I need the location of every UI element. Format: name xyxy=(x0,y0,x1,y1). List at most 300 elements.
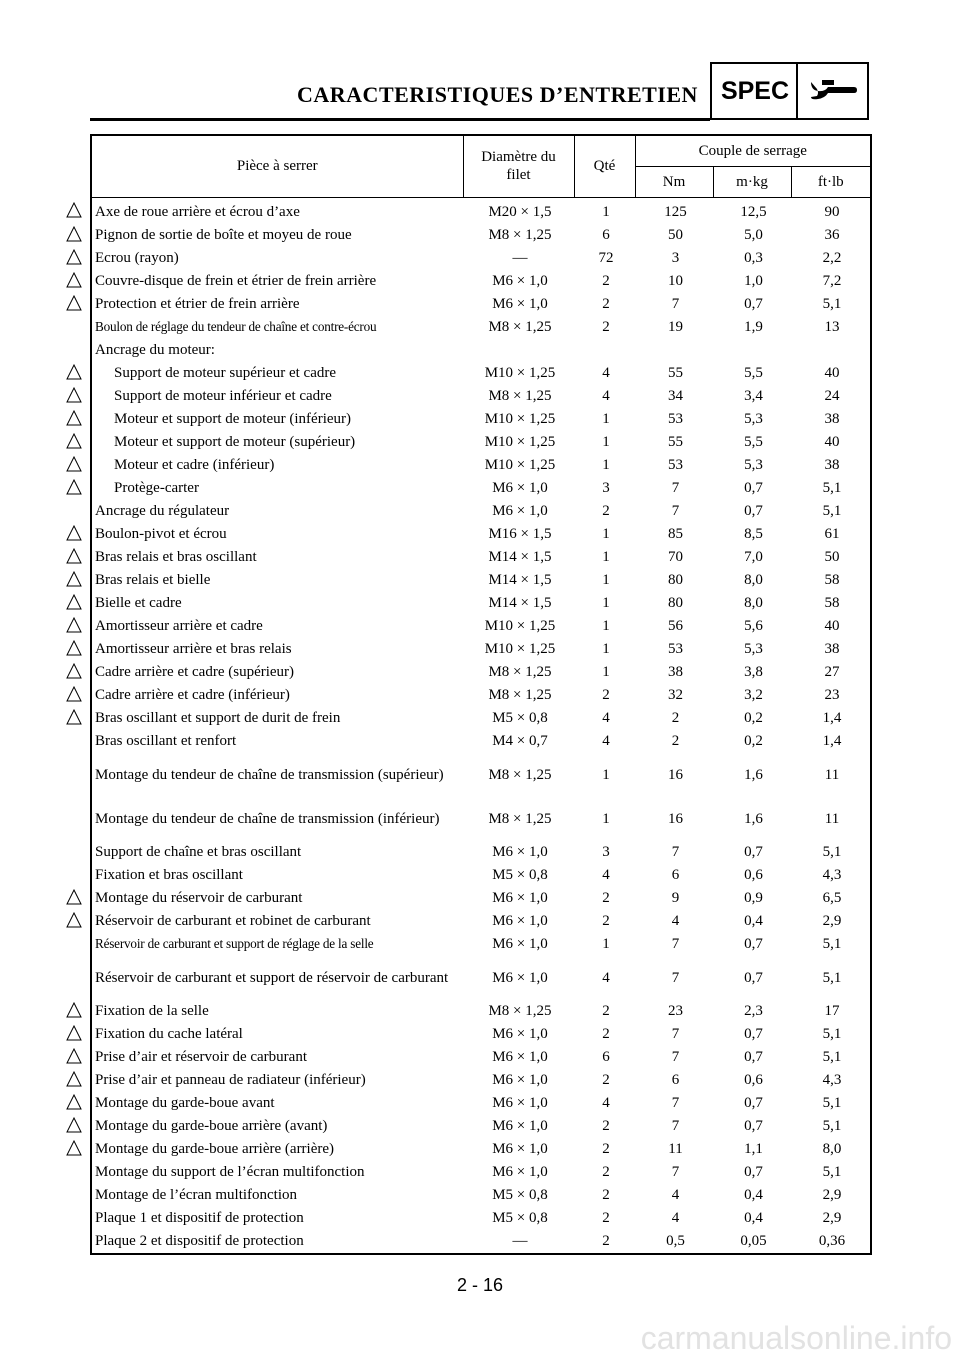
torque-mkg-cell: 0,2 xyxy=(744,733,763,749)
torque-mkg-cell: 0,7 xyxy=(744,844,763,860)
thread-cell: M5 × 0,8 xyxy=(492,1187,548,1203)
table-row xyxy=(91,546,871,569)
torque-mkg-cell: 5,0 xyxy=(744,227,763,243)
torque-mkg-cell: 7,0 xyxy=(744,549,763,565)
qty-cell: 6 xyxy=(602,1049,610,1065)
torque-ftlb-cell: 40 xyxy=(824,365,840,381)
thread-cell: M8 × 1,25 xyxy=(488,664,552,680)
torque-mkg-cell: 8,0 xyxy=(744,595,763,611)
part-cell: Bras relais et bielle xyxy=(95,572,211,588)
torque-ftlb-cell: 58 xyxy=(824,572,840,588)
qty-cell: 4 xyxy=(602,969,610,986)
qty-cell: 2 xyxy=(602,1187,610,1203)
qty-cell: 1 xyxy=(602,204,610,220)
table-row xyxy=(91,1023,871,1046)
torque-nm-cell: 19 xyxy=(668,319,683,335)
part-cell: Cadre arrière et cadre (inférieur) xyxy=(95,687,290,703)
part-cell: Moteur et support de moteur (supérieur) xyxy=(114,434,356,450)
torque-spec-table xyxy=(90,134,872,1255)
part-cell: Réservoir de carburant et support de réservoir de carburant xyxy=(95,969,449,986)
qty-cell: 2 xyxy=(602,1141,610,1157)
thread-cell: M16 × 1,5 xyxy=(488,526,552,542)
torque-mkg-cell: 0,4 xyxy=(744,913,763,929)
table-row xyxy=(91,841,871,864)
torque-nm-cell: 7 xyxy=(671,844,680,860)
part-cell: Fixation de la selle xyxy=(95,1003,209,1019)
torque-ftlb-cell: 5,1 xyxy=(822,936,842,952)
torque-mkg-cell: 0,7 xyxy=(744,1026,763,1042)
table-row xyxy=(91,1230,871,1254)
qty-cell: 2 xyxy=(602,1118,610,1134)
torque-mkg-cell: 1,0 xyxy=(744,273,763,289)
table-row xyxy=(91,1161,871,1184)
header-nm: Nm xyxy=(635,166,713,197)
table-row xyxy=(91,887,871,910)
torque-nm-cell: 7 xyxy=(671,1164,680,1180)
torque-mkg-cell: 5,5 xyxy=(744,434,763,450)
table-row xyxy=(91,684,871,707)
torque-nm-cell: 7 xyxy=(671,1095,680,1111)
torque-mkg-cell: 12,5 xyxy=(740,204,767,220)
torque-ftlb-cell: 5,1 xyxy=(822,1118,842,1134)
table-row xyxy=(91,933,871,956)
torque-nm-cell: 55 xyxy=(668,365,683,381)
qty-cell: 4 xyxy=(602,710,610,726)
thread-cell: M6 × 1,0 xyxy=(492,1072,548,1088)
torque-check-triangle-icon xyxy=(66,594,82,610)
torque-mkg-cell: 0,9 xyxy=(744,890,763,906)
table-row xyxy=(91,1207,871,1230)
torque-mkg-cell: 0,7 xyxy=(744,1118,763,1134)
torque-ftlb-cell: 5,1 xyxy=(822,1095,842,1111)
thread-cell: M10 × 1,25 xyxy=(484,641,556,657)
torque-nm-cell: 7 xyxy=(671,1118,680,1134)
part-cell: Montage du garde-boue arrière (arrière) xyxy=(95,1141,335,1157)
table-row xyxy=(91,408,871,431)
torque-nm-cell: 11 xyxy=(668,1141,683,1157)
thread-cell: M10 × 1,25 xyxy=(484,457,556,473)
torque-nm-cell: 53 xyxy=(668,641,683,657)
table-row xyxy=(91,293,871,316)
torque-check-triangle-icon xyxy=(66,456,82,472)
header-mkg: m·kg xyxy=(713,166,791,197)
page-number: 2 - 16 xyxy=(456,1275,504,1295)
header-qty: Qté xyxy=(574,135,635,197)
qty-cell xyxy=(574,339,635,362)
torque-nm-cell xyxy=(635,339,713,362)
thread-cell: M6 × 1,0 xyxy=(492,273,548,289)
torque-ftlb-cell: 5,1 xyxy=(822,480,842,496)
qty-cell: 2 xyxy=(602,503,610,519)
torque-nm-cell: 9 xyxy=(671,890,680,906)
thread-cell: M6 × 1,0 xyxy=(492,1164,548,1180)
thread-cell: M10 × 1,25 xyxy=(484,411,556,427)
torque-nm-cell: 16 xyxy=(668,766,683,783)
torque-mkg-cell: 0,7 xyxy=(744,503,763,519)
wrench-icon-box xyxy=(796,62,869,120)
torque-nm-cell: 10 xyxy=(668,273,683,289)
thread-cell: M6 × 1,0 xyxy=(492,844,548,860)
table-row xyxy=(91,1069,871,1092)
torque-mkg-cell: 1,6 xyxy=(744,766,763,783)
thread-cell: M8 × 1,25 xyxy=(488,1003,552,1019)
torque-nm-cell: 7 xyxy=(671,936,680,952)
qty-cell: 4 xyxy=(602,733,610,749)
torque-ftlb-cell: 5,1 xyxy=(822,1164,842,1180)
torque-mkg-cell: 3,8 xyxy=(744,664,763,680)
thread-cell: M6 × 1,0 xyxy=(492,913,548,929)
thread-cell: M6 × 1,0 xyxy=(492,503,548,519)
torque-mkg-cell: 0,7 xyxy=(744,296,763,312)
table-row xyxy=(91,730,871,753)
torque-ftlb-cell: 6,5 xyxy=(822,890,842,906)
torque-ftlb-cell: 90 xyxy=(824,204,840,220)
part-cell: Montage de l’écran multifonction xyxy=(95,1187,298,1203)
header-thread-line2: filet xyxy=(506,167,531,184)
torque-nm-cell: 70 xyxy=(668,549,683,565)
thread-cell: M14 × 1,5 xyxy=(488,595,552,611)
torque-mkg-cell: 0,6 xyxy=(744,1072,763,1088)
table-row xyxy=(91,431,871,454)
thread-cell: M5 × 0,8 xyxy=(492,710,548,726)
table-row xyxy=(91,1184,871,1207)
torque-mkg-cell: 0,4 xyxy=(744,1187,763,1203)
part-cell: Bras relais et bras oscillant xyxy=(95,549,257,565)
torque-mkg-cell: 0,05 xyxy=(740,1233,767,1249)
qty-cell: 1 xyxy=(602,411,610,427)
torque-nm-cell: 6 xyxy=(671,1072,680,1088)
table-row xyxy=(91,864,871,887)
torque-mkg-cell: 0,7 xyxy=(744,936,763,952)
torque-ftlb-cell: 2,2 xyxy=(822,250,842,266)
part-cell: Ecrou (rayon) xyxy=(95,250,179,266)
part-cell: Protection et étrier de frein arrière xyxy=(95,296,300,312)
torque-ftlb-cell: 38 xyxy=(824,641,840,657)
torque-ftlb-cell: 2,9 xyxy=(822,1187,842,1203)
torque-check-triangle-icon xyxy=(66,1048,82,1064)
torque-nm-cell: 85 xyxy=(668,526,683,542)
table-row xyxy=(91,1115,871,1138)
part-cell: Prise d’air et panneau de radiateur (inférieur) xyxy=(95,1072,366,1088)
torque-mkg-cell: 5,3 xyxy=(744,457,763,473)
torque-ftlb-cell: 17 xyxy=(824,1003,840,1019)
torque-check-triangle-icon xyxy=(66,686,82,702)
qty-cell: 2 xyxy=(602,296,610,312)
torque-mkg-cell: 0,7 xyxy=(744,480,763,496)
torque-mkg-cell: 5,6 xyxy=(744,618,763,634)
torque-check-triangle-icon xyxy=(66,1071,82,1087)
torque-nm-cell: 3 xyxy=(671,250,680,266)
qty-cell: 2 xyxy=(602,1210,610,1226)
torque-check-triangle-icon xyxy=(66,410,82,426)
torque-nm-cell: 23 xyxy=(668,1003,683,1019)
part-cell: Réservoir de carburant et robinet de carburant xyxy=(95,913,371,929)
part-cell: Boulon-pivot et écrou xyxy=(95,526,227,542)
qty-cell: 1 xyxy=(602,595,610,611)
table-row xyxy=(91,797,871,841)
torque-mkg-cell xyxy=(713,339,791,362)
part-cell: Prise d’air et réservoir de carburant xyxy=(95,1049,307,1065)
part-cell: Boulon de réglage du tendeur de chaîne et contre-écrou xyxy=(95,319,377,334)
thread-cell: M6 × 1,0 xyxy=(492,1026,548,1042)
qty-cell: 3 xyxy=(602,480,610,496)
torque-check-triangle-icon xyxy=(66,1117,82,1133)
torque-nm-cell: 7 xyxy=(671,969,680,986)
qty-cell: 2 xyxy=(602,890,610,906)
torque-mkg-cell: 5,3 xyxy=(744,411,763,427)
torque-mkg-cell: 2,3 xyxy=(744,1003,763,1019)
qty-cell: 2 xyxy=(602,913,610,929)
torque-nm-cell: 7 xyxy=(671,503,680,519)
torque-mkg-cell: 1,1 xyxy=(744,1141,763,1157)
qty-cell: 2 xyxy=(602,319,610,335)
thread-cell: M8 × 1,25 xyxy=(488,319,552,335)
part-cell: Ancrage du régulateur xyxy=(95,503,230,519)
spec-badge: SPEC xyxy=(710,62,798,120)
torque-ftlb-cell: 24 xyxy=(824,388,840,404)
table-row xyxy=(91,956,871,1000)
torque-ftlb-cell: 5,1 xyxy=(822,1049,842,1065)
thread-cell: M8 × 1,25 xyxy=(488,388,552,404)
torque-ftlb-cell: 38 xyxy=(824,411,840,427)
torque-mkg-cell: 0,7 xyxy=(744,1095,763,1111)
torque-ftlb-cell: 5,1 xyxy=(822,296,842,312)
torque-check-triangle-icon xyxy=(66,202,82,218)
table-row xyxy=(91,1000,871,1023)
torque-nm-cell: 56 xyxy=(668,618,683,634)
thread-cell: M14 × 1,5 xyxy=(488,572,552,588)
torque-ftlb-cell: 50 xyxy=(824,549,840,565)
torque-ftlb-cell: 61 xyxy=(824,526,840,542)
qty-cell: 2 xyxy=(602,1026,610,1042)
part-cell: Plaque 2 et dispositif de protection xyxy=(95,1233,304,1249)
torque-ftlb-cell xyxy=(791,339,871,362)
part-cell: Montage du réservoir de carburant xyxy=(95,890,303,906)
table-row xyxy=(91,523,871,546)
torque-nm-cell: 7 xyxy=(671,480,680,496)
header-part: Pièce à serrer xyxy=(91,135,463,197)
torque-ftlb-cell: 36 xyxy=(824,227,840,243)
qty-cell: 1 xyxy=(602,641,610,657)
table-row xyxy=(91,1138,871,1161)
table-row xyxy=(91,362,871,385)
torque-ftlb-cell: 27 xyxy=(824,664,840,680)
torque-check-triangle-icon xyxy=(66,617,82,633)
part-cell: Cadre arrière et cadre (supérieur) xyxy=(95,664,295,680)
torque-nm-cell: 38 xyxy=(668,664,683,680)
torque-mkg-cell: 3,2 xyxy=(744,687,763,703)
qty-cell: 2 xyxy=(602,1003,610,1019)
qty-cell: 1 xyxy=(602,936,610,952)
table-row xyxy=(91,910,871,933)
torque-check-triangle-icon xyxy=(66,889,82,905)
qty-cell: 4 xyxy=(602,388,610,404)
torque-mkg-cell: 0,6 xyxy=(744,867,763,883)
torque-check-triangle-icon xyxy=(66,364,82,380)
torque-check-triangle-icon xyxy=(66,663,82,679)
torque-check-triangle-icon xyxy=(66,479,82,495)
part-cell: Pignon de sortie de boîte et moyeu de roue xyxy=(95,227,352,243)
part-cell: Bras oscillant et support de durit de frein xyxy=(95,710,341,726)
part-cell: Montage du support de l’écran multifonction xyxy=(95,1164,365,1180)
thread-cell: M20 × 1,5 xyxy=(488,204,552,220)
table-header xyxy=(91,135,871,197)
header-torque: Couple de serrage xyxy=(635,135,871,166)
part-cell: Moteur et cadre (inférieur) xyxy=(114,457,275,473)
torque-ftlb-cell: 4,3 xyxy=(822,1072,842,1088)
torque-nm-cell: 55 xyxy=(668,434,683,450)
qty-cell: 4 xyxy=(602,1095,610,1111)
part-cell: Couvre-disque de frein et étrier de frein arrière xyxy=(95,273,377,289)
part-cell: Support de chaîne et bras oscillant xyxy=(95,844,302,860)
torque-check-triangle-icon xyxy=(66,1094,82,1110)
table-row xyxy=(91,197,871,224)
torque-nm-cell: 4 xyxy=(671,913,680,929)
part-cell: Support de moteur supérieur et cadre xyxy=(114,365,337,381)
qty-cell: 72 xyxy=(598,250,614,266)
torque-ftlb-cell: 40 xyxy=(824,618,840,634)
torque-check-triangle-icon xyxy=(66,226,82,242)
thread-cell: M5 × 0,8 xyxy=(492,1210,548,1226)
torque-mkg-cell: 0,2 xyxy=(744,710,763,726)
part-cell: Fixation et bras oscillant xyxy=(95,867,243,883)
torque-ftlb-cell: 5,1 xyxy=(822,1026,842,1042)
torque-check-triangle-icon xyxy=(66,1002,82,1018)
torque-mkg-cell: 5,3 xyxy=(744,641,763,657)
torque-check-triangle-icon xyxy=(66,1025,82,1041)
qty-cell: 1 xyxy=(602,549,610,565)
thread-cell: M10 × 1,25 xyxy=(484,365,556,381)
table-row xyxy=(91,638,871,661)
torque-mkg-cell: 0,3 xyxy=(744,250,763,266)
qty-cell: 1 xyxy=(602,664,610,680)
torque-mkg-cell: 8,0 xyxy=(744,572,763,588)
thread-cell: M5 × 0,8 xyxy=(492,867,548,883)
torque-nm-cell: 32 xyxy=(668,687,683,703)
torque-mkg-cell: 1,9 xyxy=(744,319,763,335)
qty-cell: 6 xyxy=(602,227,610,243)
table-row xyxy=(91,1046,871,1069)
torque-nm-cell: 7 xyxy=(671,296,680,312)
thread-cell: — xyxy=(512,1233,528,1249)
header-divider xyxy=(90,118,710,121)
part-cell: Amortisseur arrière et cadre xyxy=(95,618,263,634)
qty-cell: 4 xyxy=(602,365,610,381)
table-row xyxy=(91,569,871,592)
qty-cell: 1 xyxy=(602,526,610,542)
page-title: CARACTERISTIQUES D’ENTRETIEN xyxy=(297,82,698,107)
torque-nm-cell: 0,5 xyxy=(666,1233,685,1249)
torque-check-triangle-icon xyxy=(66,249,82,265)
torque-ftlb-cell: 13 xyxy=(824,319,840,335)
table-row xyxy=(91,707,871,730)
torque-mkg-cell: 5,5 xyxy=(744,365,763,381)
part-cell: Montage du tendeur de chaîne de transmission (supérieur) xyxy=(95,766,444,783)
torque-nm-cell: 16 xyxy=(668,810,683,827)
qty-cell: 2 xyxy=(602,1164,610,1180)
torque-check-triangle-icon xyxy=(66,571,82,587)
torque-mkg-cell: 3,4 xyxy=(744,388,763,404)
table-row xyxy=(91,385,871,408)
torque-check-triangle-icon xyxy=(66,912,82,928)
qty-cell: 2 xyxy=(602,1233,610,1249)
torque-ftlb-cell: 8,0 xyxy=(822,1141,842,1157)
table-row xyxy=(91,592,871,615)
thread-cell xyxy=(463,339,574,362)
part-cell: Plaque 1 et dispositif de protection xyxy=(95,1210,304,1226)
thread-cell: M14 × 1,5 xyxy=(488,549,552,565)
torque-check-triangle-icon xyxy=(66,1140,82,1156)
torque-ftlb-cell: 23 xyxy=(824,687,840,703)
torque-ftlb-cell: 11 xyxy=(824,810,840,827)
thread-cell: M6 × 1,0 xyxy=(492,1141,548,1157)
torque-mkg-cell: 0,4 xyxy=(744,1210,763,1226)
table-row xyxy=(91,339,871,362)
thread-cell: M6 × 1,0 xyxy=(492,890,548,906)
table-row xyxy=(91,661,871,684)
thread-cell: M6 × 1,0 xyxy=(492,1049,548,1065)
torque-ftlb-cell: 40 xyxy=(824,434,840,450)
table-row xyxy=(91,500,871,523)
torque-ftlb-cell: 38 xyxy=(824,457,840,473)
torque-nm-cell: 53 xyxy=(668,457,683,473)
torque-mkg-cell: 0,7 xyxy=(744,969,763,986)
thread-cell: — xyxy=(512,250,528,266)
thread-cell: M6 × 1,0 xyxy=(492,480,548,496)
qty-cell: 1 xyxy=(602,766,610,783)
part-cell: Montage du garde-boue arrière (avant) xyxy=(95,1118,328,1134)
torque-nm-cell: 4 xyxy=(671,1210,680,1226)
torque-ftlb-cell: 1,4 xyxy=(822,733,842,749)
torque-ftlb-cell: 1,4 xyxy=(822,710,842,726)
table-row xyxy=(91,224,871,247)
header-ftlb: ft·lb xyxy=(791,166,871,197)
part-cell: Protège-carter xyxy=(114,480,199,496)
table-row xyxy=(91,753,871,797)
torque-check-triangle-icon xyxy=(66,433,82,449)
torque-nm-cell: 7 xyxy=(671,1049,680,1065)
torque-ftlb-cell: 11 xyxy=(824,766,840,783)
torque-nm-cell: 6 xyxy=(671,867,680,883)
torque-mkg-cell: 8,5 xyxy=(744,526,763,542)
torque-ftlb-cell: 4,3 xyxy=(822,867,842,883)
part-cell: Axe de roue arrière et écrou d’axe xyxy=(95,204,300,220)
thread-cell: M8 × 1,25 xyxy=(488,687,552,703)
torque-ftlb-cell: 5,1 xyxy=(822,503,842,519)
torque-nm-cell: 53 xyxy=(668,411,683,427)
torque-nm-cell: 50 xyxy=(668,227,683,243)
torque-check-triangle-icon xyxy=(66,709,82,725)
torque-nm-cell: 34 xyxy=(668,388,683,404)
table-row xyxy=(91,1092,871,1115)
torque-nm-cell: 80 xyxy=(668,595,683,611)
thread-cell: M10 × 1,25 xyxy=(484,618,556,634)
torque-check-triangle-icon xyxy=(66,640,82,656)
table-row xyxy=(91,615,871,638)
part-cell: Support de moteur inférieur et cadre xyxy=(114,388,332,404)
qty-cell: 3 xyxy=(602,844,610,860)
part-cell: Fixation du cache latéral xyxy=(95,1026,243,1042)
part-cell: Amortisseur arrière et bras relais xyxy=(95,641,292,657)
table-body xyxy=(91,197,871,1254)
thread-cell: M8 × 1,25 xyxy=(488,227,552,243)
table-row xyxy=(91,477,871,500)
torque-check-triangle-icon xyxy=(66,295,82,311)
table-row xyxy=(91,316,871,339)
torque-mkg-cell: 0,7 xyxy=(744,1049,763,1065)
qty-cell: 2 xyxy=(602,273,610,289)
qty-cell: 1 xyxy=(602,618,610,634)
